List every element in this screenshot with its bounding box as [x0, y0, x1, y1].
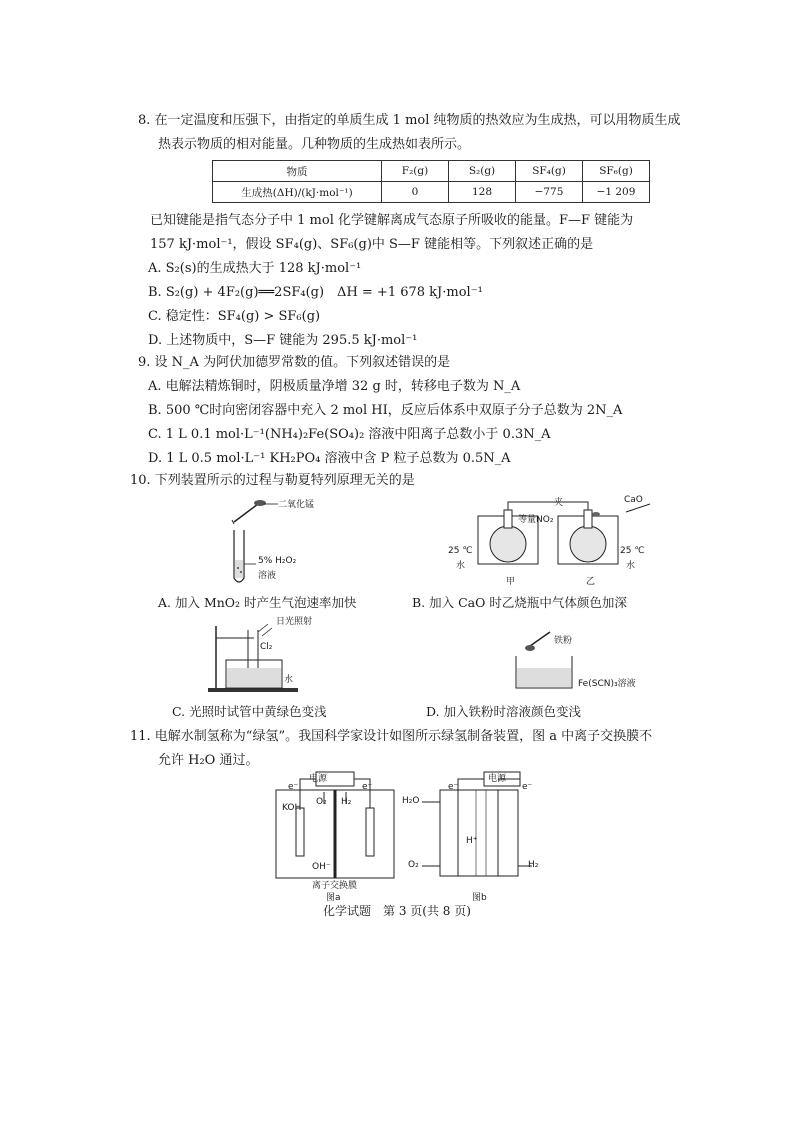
figB-label-flask-jia: 甲	[506, 577, 516, 587]
figA-label-h2o2: 5% H₂O₂	[258, 556, 297, 566]
fig11b-label-power: 电源	[488, 774, 507, 784]
fig11b-label-em-left: e⁻	[448, 782, 459, 792]
page-footer: 化学试题 第 3 页(共 8 页)	[323, 904, 471, 918]
fig11a-label-em-right: e⁻	[362, 782, 373, 792]
fig11a-label-koh: KOH	[282, 803, 302, 813]
table-header-cell: SF₄(g)	[516, 161, 583, 182]
fig11b-label-em-right: e⁻	[522, 782, 533, 792]
figC-label-water: 水	[284, 675, 294, 685]
fig11a-label-h2: H₂	[341, 797, 352, 807]
q9-option-b: B. 500 ℃时向密闭容器中充入 2 mol HI，反应后体系中双原子分子总数为 2N_A	[148, 403, 623, 418]
figB-label-water-left: 水	[456, 561, 466, 571]
fig11b-label-h2: H₂	[528, 860, 539, 870]
q8-option-a: A. S₂(s)的生成热大于 128 kJ·mol⁻¹	[148, 261, 362, 276]
q9-option-a: A. 电解法精炼铜时，阴极质量净增 32 g 时，转移电子数为 N_A	[148, 379, 521, 394]
fig11a-label-o2: O₂	[316, 797, 327, 807]
figC-label-cl2: Cl₂	[260, 642, 273, 652]
fig11b-label-o2: O₂	[408, 860, 419, 870]
fig11a-caption: 图a	[326, 893, 341, 903]
q8-stem-line4: 157 kJ·mol⁻¹，假设 SF₄(g)、SF₆(g)中 S—F 键能相等。下列叙述正确的是	[150, 237, 594, 252]
figB-label-temp-left: 25 ℃	[448, 546, 473, 556]
figB-label-cao: CaO	[624, 495, 643, 505]
figA-label-mno2: 二氧化锰	[278, 500, 315, 510]
q10-caption-a: A. 加入 MnO₂ 时产生气泡速率加快	[158, 595, 357, 610]
table-cell: 128	[449, 182, 516, 203]
fig11a-label-oh: OH⁻	[312, 862, 331, 872]
figure-chlorine-light	[206, 618, 316, 696]
q8-option-b: B. S₂(g) + 4F₂(g)══2SF₄(g) ΔH = +1 678 kJ·mol⁻¹	[148, 285, 483, 300]
q10-caption-b: B. 加入 CaO 时乙烧瓶中气体颜色加深	[412, 595, 627, 610]
figD-label-solution: Fe(SCN)₃溶液	[578, 679, 636, 689]
fig11a-label-membrane: 离子交换膜	[312, 881, 358, 891]
q9-option-c: C. 1 L 0.1 mol·L⁻¹(NH₄)₂Fe(SO₄)₂ 溶液中阳离子总数小于 0.3N_A	[148, 427, 551, 442]
figD-label-iron: 铁粉	[554, 636, 573, 646]
fig11b-label-h2o: H₂O	[402, 796, 420, 806]
figB-label-water-right: 水	[626, 561, 636, 571]
q11-stem-line2: 允许 H₂O 通过。	[158, 753, 259, 768]
table-row	[213, 182, 650, 203]
table-row-label: 生成热(ΔH)/(kJ·mol⁻¹)	[213, 182, 382, 203]
q8-option-d: D. 上述物质中，S—F 键能为 295.5 kJ·mol⁻¹	[148, 333, 418, 348]
q8-stem-line3: 已知键能是指气态分子中 1 mol 化学键解离成气态原子所吸收的能量。F—F 键能为	[150, 213, 634, 228]
table-cell: 0	[382, 182, 449, 203]
q9-stem: 9. 设 N_A 为阿伏加德罗常数的值。下列叙述错误的是	[138, 355, 451, 370]
q9-option-d: D. 1 L 0.5 mol·L⁻¹ KH₂PO₄ 溶液中含 P 粒子总数为 0.5N_A	[148, 451, 511, 466]
figB-label-no2: 等量NO₂	[518, 515, 554, 525]
figC-label-light: 日光照射	[276, 617, 313, 627]
q8-option-c: C. 稳定性：SF₄(g) > SF₆(g)	[148, 309, 321, 324]
table-header-cell: SF₆(g)	[583, 161, 650, 182]
table-header-cell: 物质	[213, 161, 382, 182]
q10-caption-d: D. 加入铁粉时溶液颜色变浅	[426, 704, 582, 719]
q10-caption-c: C. 光照时试管中黄绿色变浅	[172, 704, 327, 719]
formation-heat-table	[212, 160, 650, 203]
q10-stem: 10. 下列装置所示的过程与勒夏特列原理无关的是	[130, 473, 415, 488]
fig11b-label-hplus: H⁺	[466, 836, 478, 846]
figB-label-temp-right: 25 ℃	[620, 546, 645, 556]
q11-stem-line1: 11. 电解水制氢称为“绿氢”。我国科学家设计如图所示绿氢制备装置，图 a 中离子交换膜不	[130, 729, 653, 744]
table-cell: −775	[516, 182, 583, 203]
fig11b-caption: 图b	[472, 893, 487, 903]
table-header-cell: S₂(g)	[449, 161, 516, 182]
fig11a-label-em-left: e⁻	[288, 782, 299, 792]
fig11a-label-power: 电源	[309, 774, 328, 784]
q8-stem-line2: 热表示物质的相对能量。几种物质的生成热如表所示。	[158, 137, 471, 152]
figure-11b-electrolysis	[400, 770, 540, 882]
figB-label-flask-yi: 乙	[586, 577, 596, 587]
table-header-cell: F₂(g)	[382, 161, 449, 182]
figB-label-jia: 夹	[554, 498, 564, 508]
table-header-row	[213, 161, 650, 182]
table-cell: −1 209	[583, 182, 650, 203]
figA-label-solution: 溶液	[258, 571, 277, 581]
q8-stem-line1: 8. 在一定温度和压强下，由指定的单质生成 1 mol 纯物质的热效应为生成热，可以用物质生成	[138, 113, 681, 128]
